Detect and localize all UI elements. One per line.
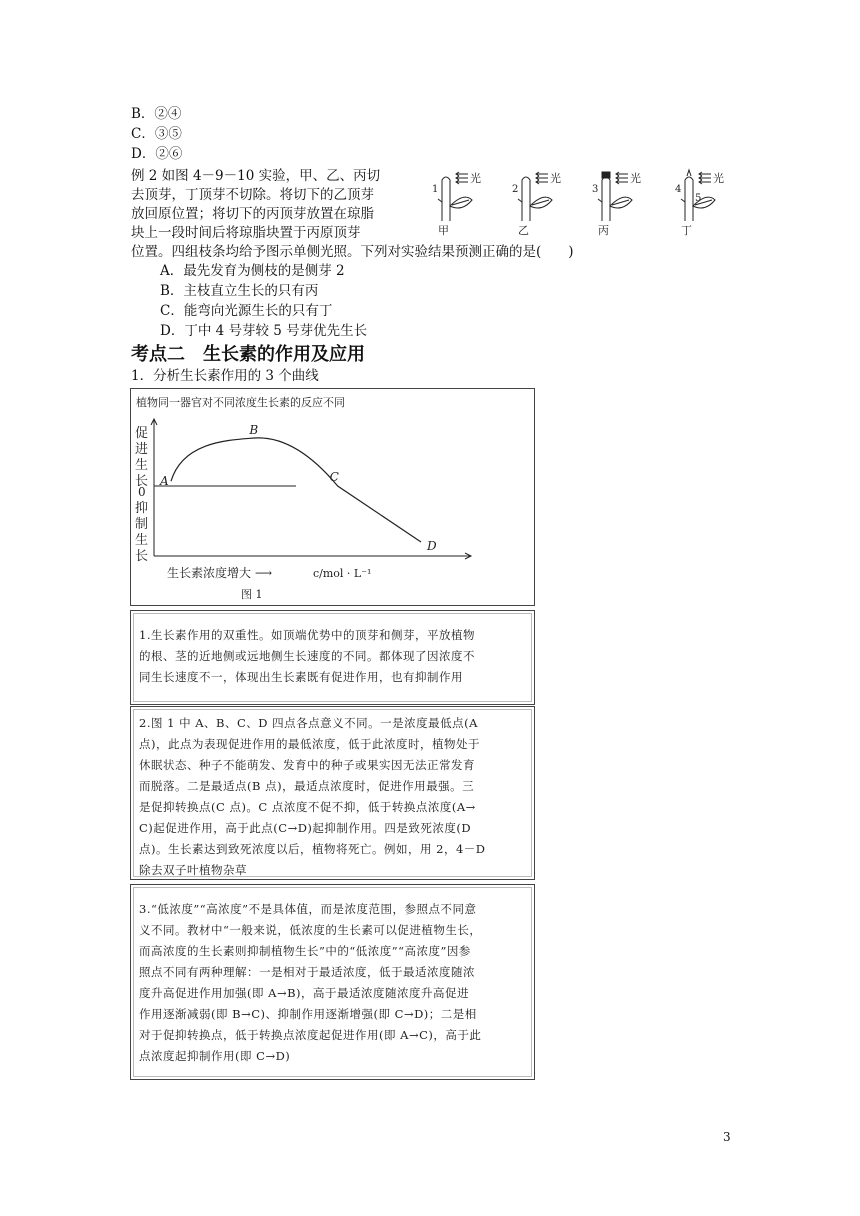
point-label-c: C [329, 470, 339, 484]
option-b-top: B．②④ [131, 106, 182, 122]
x-axis-unit: c/mol · L⁻¹ [313, 567, 372, 580]
option-c: C．能弯向光源生长的只有丁 [160, 303, 333, 319]
plant-experiment-figure [420, 166, 750, 238]
box2-line: 点)，此点为表现促进作用的最低浓度，低于此浓度时，植物处于 [139, 737, 480, 751]
chart-title: 植物同一器官对不同浓度生长素的反应不同 [136, 396, 345, 409]
agar-block [602, 172, 610, 178]
box2-line: 而脱落。二是最适点(B 点)，最适点浓度时，促进作用最强。三 [139, 779, 475, 793]
x-axis-label: 生长素浓度增大 ⟶ [167, 566, 273, 580]
light-label: 光 [550, 172, 561, 185]
side-bud [598, 199, 602, 202]
plant-label: 丁 [681, 224, 692, 237]
box3-line: 3.“低浓度”“高浓度”不是具体值，而是浓度范围，参照点不同意 [139, 902, 477, 916]
option-a: A．最先发育为侧枝的是侧芽 2 [160, 263, 345, 279]
box3-line: 点浓度起抑制作用(即 C→D) [139, 1049, 291, 1063]
box1-text [139, 625, 528, 688]
box1-line: 1.生长素作用的双重性。如顶端优势中的顶芽和侧芽，平放植物 [139, 628, 475, 642]
side-bud [438, 199, 442, 202]
point-label-a: A [160, 474, 169, 489]
option-d-top: D．②⑥ [131, 146, 183, 162]
option-c-top: C．③⑤ [131, 126, 182, 142]
side-bud [681, 199, 685, 202]
stem [522, 177, 530, 221]
side-bud [518, 199, 522, 202]
y-label-bottom-char: 制 [135, 517, 149, 532]
y-label-bottom-char: 生 [135, 533, 149, 548]
y-label-top-char: 长 [135, 474, 149, 489]
y-label-bottom-char: 长 [135, 549, 149, 564]
section-title: 考点二 生长素的作用及应用 [131, 344, 365, 365]
box3-line: 对于促抑转换点，低于转换点浓度起促进作用(即 A→C)，高于此 [139, 1028, 482, 1042]
plant-label: 丙 [598, 224, 609, 237]
box3-line: 照点不同有两种理解：一是相对于最适浓度，低于最适浓度随浓 [139, 965, 475, 979]
bud-number: 1 [432, 184, 439, 195]
explanation-box-3 [130, 884, 535, 1080]
subheading: 1．分析生长素作用的 3 个曲线 [131, 368, 319, 384]
example2-line: 块上一段时间后将琼脂块置于丙原顶芽 [131, 225, 361, 241]
bud-number: 5 [695, 193, 702, 204]
box1-line: 的根、茎的近地侧或远地侧生长速度的不同。都体现了因浓度不 [139, 649, 475, 663]
explanation-box-2 [130, 706, 535, 880]
y-label-bottom-char: 抑 [135, 501, 149, 516]
response-curve [171, 438, 421, 542]
page-number: 3 [723, 1130, 731, 1144]
zero-label: 0 [138, 485, 146, 499]
chart-caption: 图 1 [241, 588, 263, 601]
stem [602, 177, 610, 221]
stem [442, 177, 450, 221]
light-label: 光 [470, 172, 481, 185]
box2-text [139, 713, 528, 881]
option-b: B．主枝直立生长的只有丙 [160, 283, 319, 299]
point-label-b: B [249, 423, 259, 437]
box2-line: 休眠状态、种子不能萌发、发育中的种子或果实因无法正常发育 [139, 758, 475, 772]
growth-curve-chart [131, 389, 534, 605]
apical-bud [687, 170, 691, 176]
example2-line: 放回原位置；将切下的丙顶芽放置在琼脂 [131, 206, 374, 222]
bud-number: 3 [592, 184, 599, 195]
box2-line: 是促抑转换点(C 点)。C 点浓度不促不抑，低于转换点浓度(A→ [139, 800, 476, 814]
explanation-box-1 [130, 610, 535, 705]
box3-line: 义不同。教材中“一般来说，低浓度的生长素可以促进植物生长， [139, 923, 482, 937]
box2-line: 除去双子叶植物杂草 [139, 863, 247, 877]
example2-question [131, 167, 574, 262]
y-label-top-char: 生 [135, 458, 149, 473]
plant-label: 甲 [438, 224, 449, 237]
example2-line: 位置。四组枝条均给予图示单侧光照。下列对实验结果预测正确的是( ) [131, 244, 574, 260]
chart-box [130, 388, 535, 606]
box3-line: 作用逐渐减弱(即 B→C)、抑制作用逐渐增强(即 C→D)；二是相 [139, 1007, 477, 1021]
box2-line: C)起促进作用，高于此点(C→D)起抑制作用。四是致死浓度(D [139, 821, 472, 835]
box2-line: 2.图 1 中 A、B、C、D 四点各点意义不同。一是浓度最低点(A [139, 716, 478, 730]
box2-line: 点)。生长素达到致死浓度以后，植物将死亡。例如，用 2，4－D [139, 842, 486, 856]
plant-label: 乙 [518, 224, 529, 237]
stem [685, 177, 693, 221]
option-d: D．丁中 4 号芽较 5 号芽优先生长 [160, 323, 368, 339]
light-label: 光 [630, 172, 641, 185]
y-label-top-char: 促 [135, 426, 149, 441]
example2-line: 例 2 如图 4－9－10 实验，甲、乙、丙切 [131, 168, 381, 184]
example2-line: 去顶芽，丁顶芽不切除。将切下的乙顶芽 [131, 187, 374, 203]
box3-line: 度升高促进作用加强(即 A→B)，高于最适浓度随浓度升高促进 [139, 986, 470, 1000]
light-label: 光 [713, 172, 724, 185]
box3-line: 而高浓度的生长素则抑制植物生长”中的“低浓度”“高浓度”因参 [139, 944, 471, 958]
bud-number: 4 [675, 184, 682, 195]
point-label-d: D [427, 539, 437, 553]
box1-line: 同生长速度不一，体现出生长素既有促进作用，也有抑制作用 [139, 670, 463, 684]
bud-number: 2 [512, 184, 519, 195]
box3-text [139, 899, 528, 1067]
y-label-top-char: 进 [135, 442, 149, 457]
